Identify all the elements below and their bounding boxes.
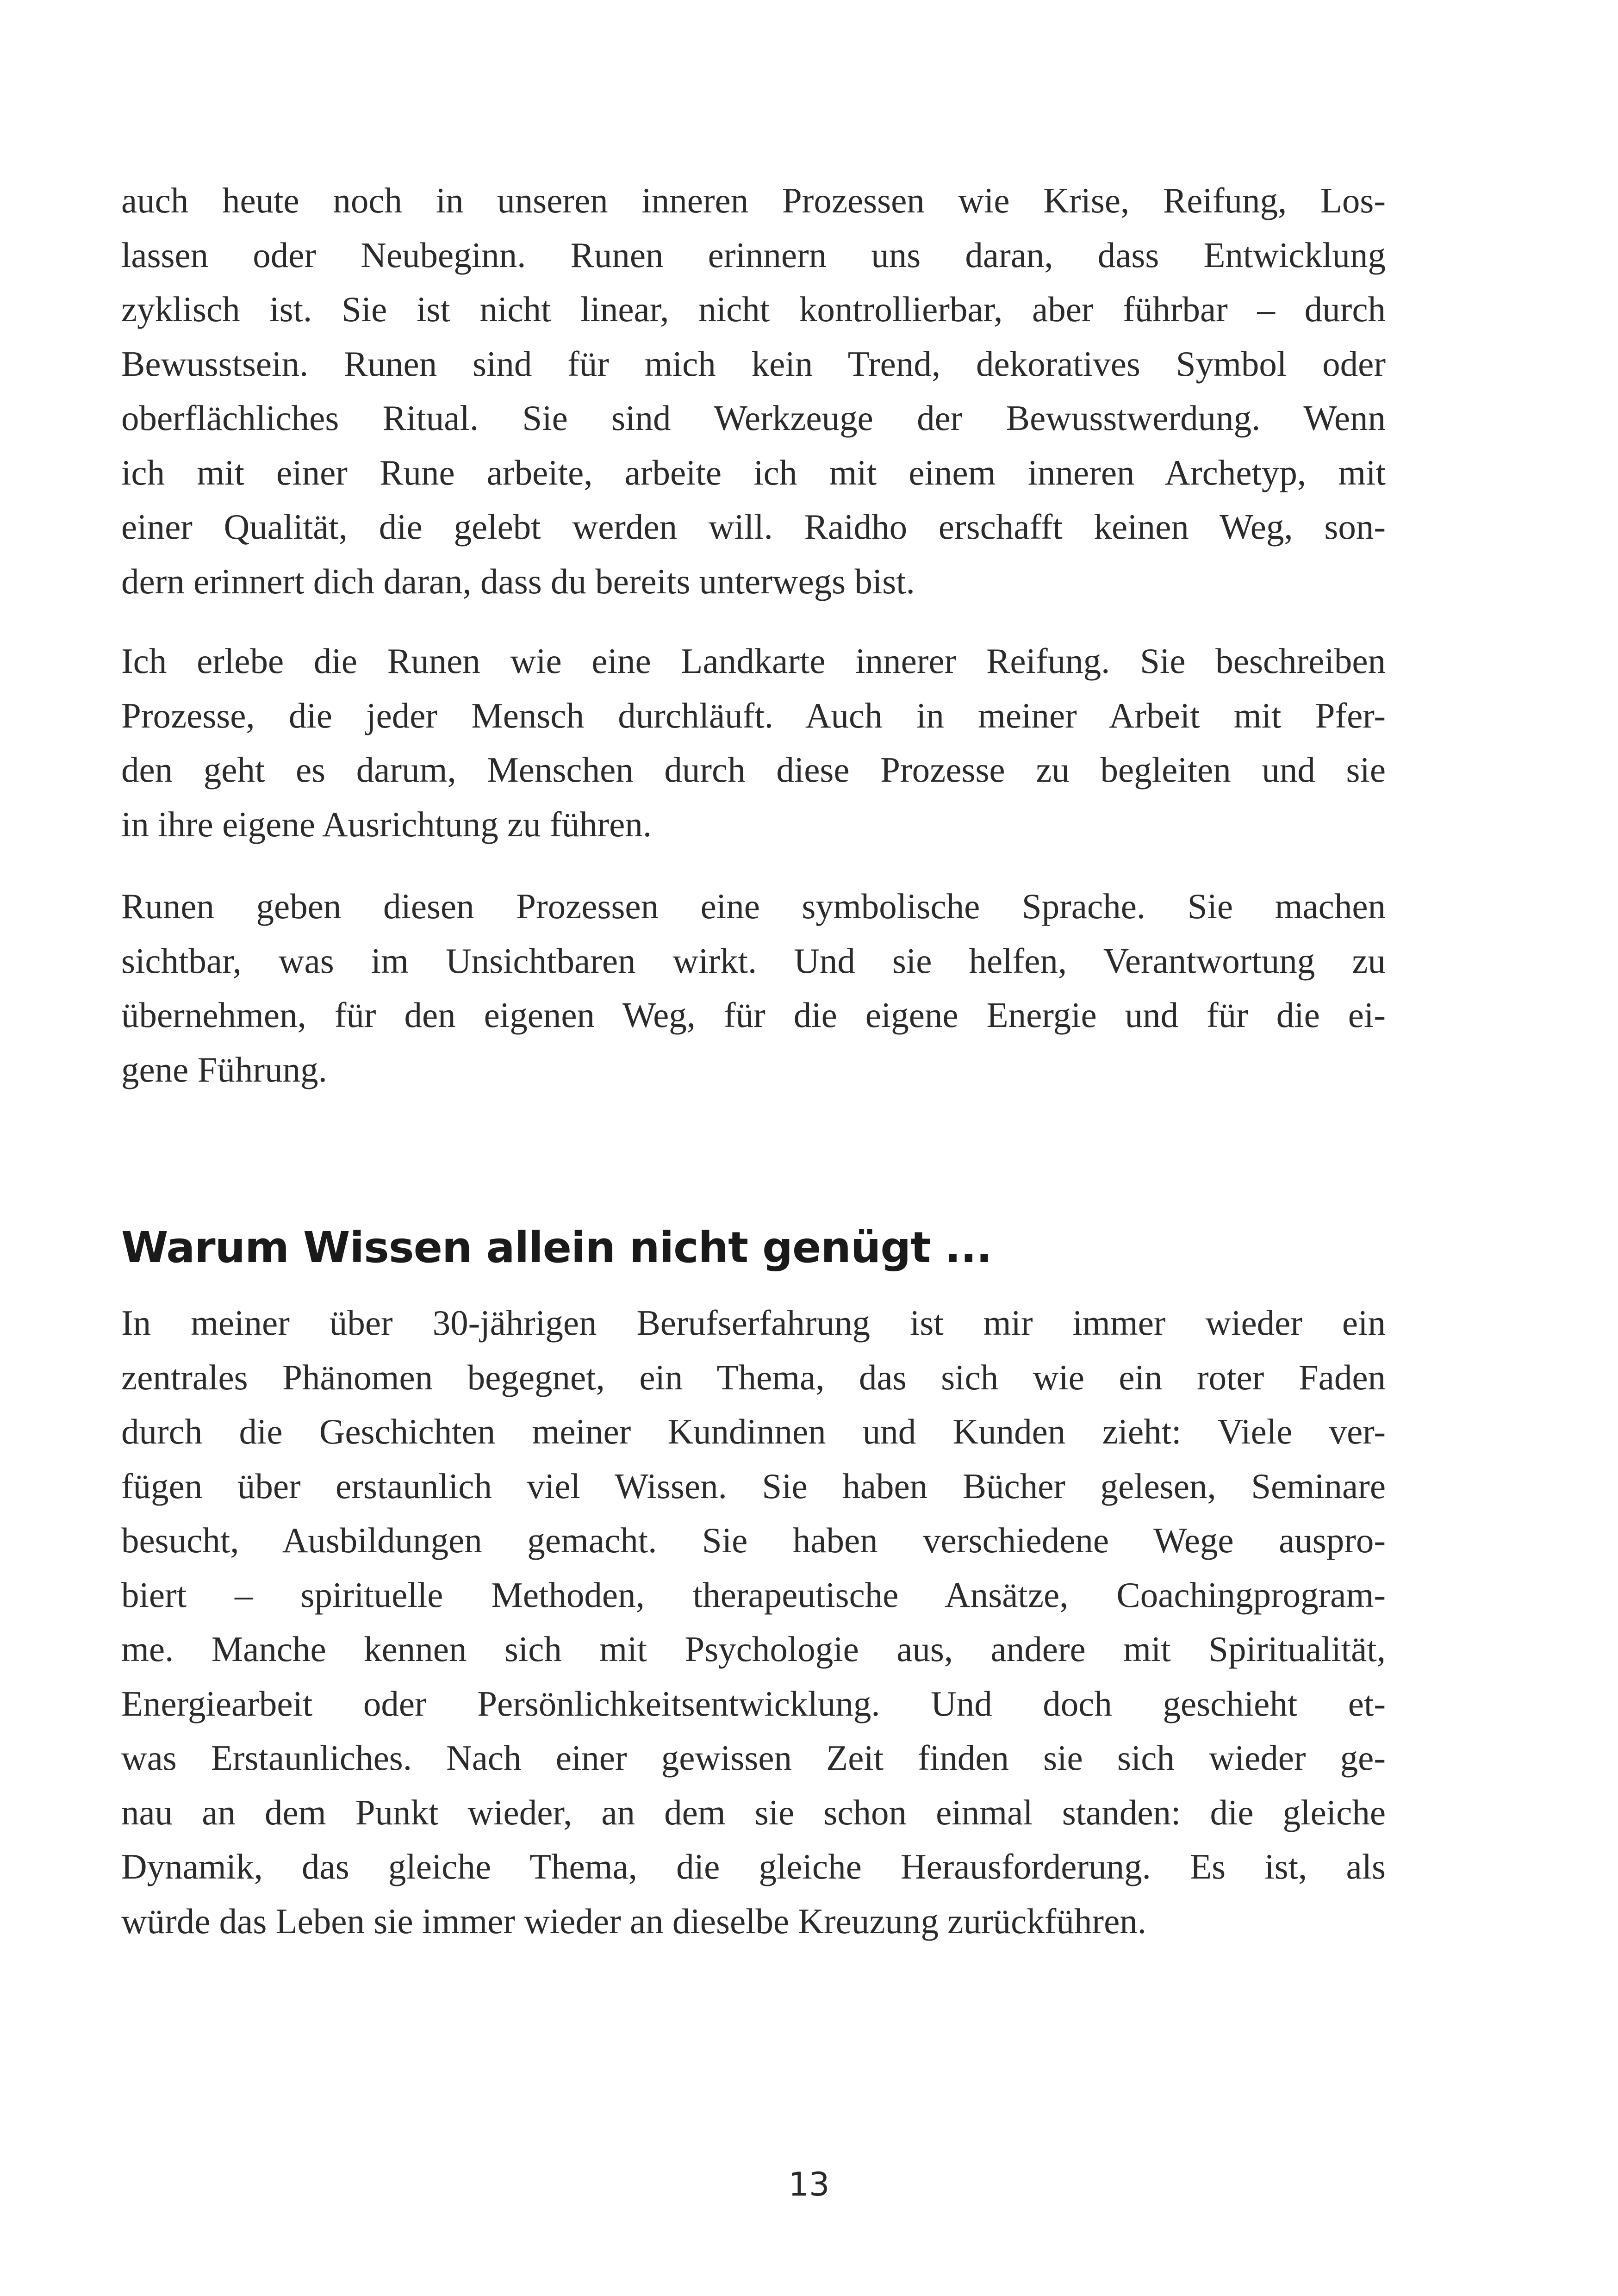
page-number: 13 <box>788 2165 830 2203</box>
text-line: lassen oder Neubeginn. Runen erinnern uns daran, dass Entwicklung <box>121 235 1386 275</box>
text-line: dern erinnert dich daran, dass du bereits unterwegs bist. <box>121 561 915 601</box>
body-paragraph <box>121 634 1386 852</box>
text-line: In meiner über 30-jährigen Berufserfahrung ist mir immer wieder ein <box>121 1303 1386 1343</box>
body-paragraph <box>121 174 1386 609</box>
text-line: zentrales Phänomen begegnet, ein Thema, das sich wie ein roter Faden <box>121 1357 1386 1397</box>
text-line: nau an dem Punkt wieder, an dem sie schon einmal standen: die gleiche <box>121 1792 1386 1832</box>
text-line: ich mit einer Rune arbeite, arbeite ich mit einem inneren Archetyp, mit <box>121 452 1386 492</box>
text-line: Ich erlebe die Runen wie eine Landkarte innerer Reifung. Sie beschreiben <box>121 641 1386 681</box>
text-line: fügen über erstaunlich viel Wissen. Sie haben Bücher gelesen, Seminare <box>121 1466 1386 1506</box>
text-line: übernehmen, für den eigenen Weg, für die eigene Energie und für die ei- <box>121 995 1386 1035</box>
text-line: auch heute noch in unseren inneren Prozessen wie Krise, Reifung, Los- <box>121 180 1386 220</box>
text-line: Energiearbeit oder Persönlichkeitsentwicklung. Und doch geschieht et- <box>121 1683 1386 1724</box>
text-line: biert – spirituelle Methoden, therapeutische Ansätze, Coachingprogram- <box>121 1574 1386 1615</box>
text-line: zyklisch ist. Sie ist nicht linear, nicht kontrollierbar, aber führbar – durch <box>121 289 1386 329</box>
text-line: den geht es darum, Menschen durch diese Prozesse zu begleiten und sie <box>121 750 1386 790</box>
text-line: in ihre eigene Ausrichtung zu führen. <box>121 804 652 844</box>
section-heading: Warum Wissen allein nicht genügt ... <box>121 1223 992 1273</box>
text-line: Prozesse, die jeder Mensch durchläuft. Auch in meiner Arbeit mit Pfer- <box>121 695 1386 735</box>
text-line: würde das Leben sie immer wieder an dieselbe Kreuzung zurückführen. <box>121 1901 1146 1941</box>
text-line: einer Qualität, die gelebt werden will. Raidho erschafft keinen Weg, son- <box>121 507 1386 547</box>
body-paragraph <box>121 1296 1386 1948</box>
text-line: Runen geben diesen Prozessen eine symbolische Sprache. Sie machen <box>121 886 1386 926</box>
text-line: durch die Geschichten meiner Kundinnen und Kunden zieht: Viele ver- <box>121 1412 1386 1451</box>
text-line: Dynamik, das gleiche Thema, die gleiche Herausforderung. Es ist, als <box>121 1847 1386 1886</box>
text-line: besucht, Ausbildungen gemacht. Sie haben verschiedene Wege auspro- <box>121 1520 1386 1560</box>
body-paragraph <box>121 879 1386 1097</box>
text-line: was Erstaunliches. Nach einer gewissen Zeit finden sie sich wieder ge- <box>121 1738 1386 1778</box>
text-line: oberflächliches Ritual. Sie sind Werkzeuge der Bewusstwerdung. Wenn <box>121 398 1386 438</box>
text-line: me. Manche kennen sich mit Psychologie aus, andere mit Spiritualität, <box>121 1629 1386 1669</box>
text-line: Bewusstsein. Runen sind für mich kein Trend, dekoratives Symbol oder <box>121 343 1386 384</box>
text-line: gene Führung. <box>121 1049 327 1089</box>
text-line: sichtbar, was im Unsichtbaren wirkt. Und sie helfen, Verantwortung zu <box>121 940 1386 981</box>
